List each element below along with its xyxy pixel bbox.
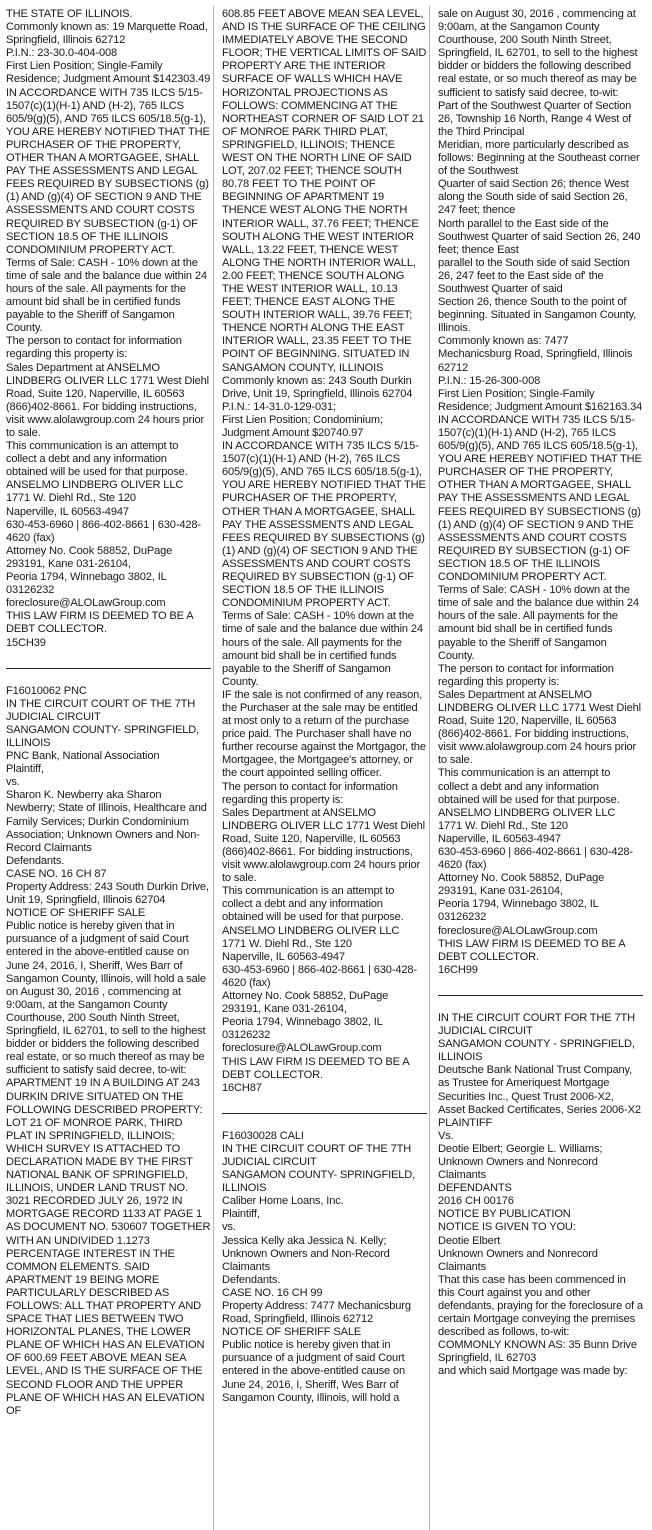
legal-notice: [438, 8, 643, 977]
notice-line: Peoria 1794, Winnebago 3802, IL 03126232: [6, 571, 167, 597]
notice-line: vs.: [222, 1221, 236, 1234]
notice-line: CASE NO. 16 CH 99: [222, 1286, 323, 1299]
column-2: [222, 8, 427, 1530]
notice-line: THIS LAW FIRM IS DEEMED TO BE A DEBT COLLECTOR.: [438, 937, 625, 963]
notice-line: Peoria 1794, Winnebago 3802, IL 03126232: [222, 1016, 383, 1042]
notice-line: NOTICE IS GIVEN TO YOU:: [438, 1221, 576, 1234]
notice-line: COMMONLY KNOWN AS: 35 Bunn Drive Springfield, IL 62703: [438, 1339, 637, 1365]
notice-line: The person to contact for information regarding this property is:: [222, 780, 398, 806]
notice-line: Property Address: 7477 Mechanicsburg Road, Springfield, Illinois 62712: [222, 1300, 411, 1326]
notice-line: foreclosure@ALOLawGroup.com: [438, 924, 598, 937]
legal-notice: [438, 1012, 643, 1379]
notice-line: 630-453-6960 | 866-402-8661 | 630-428-4620 (fax): [438, 846, 633, 872]
notice-line: Attorney No. Cook 58852, DuPage 293191, Kane 031-26104,: [222, 990, 389, 1016]
notice-line: P.I.N.: 14-31.0-129-031;: [222, 400, 336, 413]
notice-line: Commonly known as: 19 Marquette Road, Springfield, Illinois 62712: [6, 21, 208, 47]
notice-line: SANGAMON COUNTY- SPRINGFIELD, ILLINOIS: [222, 1169, 416, 1195]
notice-separator-rule: [222, 1113, 427, 1114]
notice-line: Quarter of said Section 26; thence West along the South side of said Section 26, 247 feet; thence: [438, 178, 629, 217]
column-divider: [213, 6, 214, 1530]
notice-line: 16CH99: [438, 963, 478, 976]
notice-line: First Lien Position; Condominium; Judgment Amount $20740.97: [222, 413, 383, 439]
notice-line: ANSELMO LINDBERG OLIVER LLC: [438, 806, 616, 819]
notice-line: 2016 CH 00176: [438, 1195, 514, 1208]
column-3: [438, 8, 643, 1530]
notice-line: THE STATE OF ILLINOIS.: [6, 8, 133, 20]
notice-line: Public notice is hereby given that in pursuance of a judgment of said Court entered in the above-entitled cause on June 24, 2016, I, Sheriff, Wes Barr of Sangamon County, Illinois, will hold a: [222, 1339, 406, 1404]
column-1: [6, 8, 211, 1530]
notice-line: parallel to the South side of said Section 26, 247 feet to the East side of' the Southwest Quarter of said: [438, 256, 630, 295]
notice-line: sale on August 30, 2016 , commencing at 9:00am, at the Sangamon County Courthouse, 200 South Ninth Street, Springfield, IL 62701, to sell to the highest bidder or bidders the following described real estate, or so much thereof as may be sufficient to satisfy said decree, to-wit:: [438, 8, 638, 99]
notice-line: Terms of Sale: CASH - 10% down at the time of sale and the balance due within 24 hours of the sale. All payments for the amount bid shall be in certified funds payable to the Sheriff of Sangamon County.: [222, 610, 423, 688]
notice-line: Unknown Owners and Nonrecord Claimants: [438, 1247, 598, 1273]
notice-line: PLAINTIFF: [438, 1116, 493, 1129]
notice-line: F16010062 PNC: [6, 684, 87, 697]
notice-line: SANGAMON COUNTY - SPRINGFIELD, ILLINOIS: [438, 1038, 635, 1064]
notice-line: 16CH87: [222, 1081, 262, 1094]
notice-separator-rule: [6, 668, 211, 669]
notice-line: NOTICE OF SHERIFF SALE: [6, 907, 146, 920]
notice-line: Section 26, thence South to the point of beginning. Situated in Sangamon County, Illinois.: [438, 296, 637, 335]
notice-line: IN ACCORDANCE WITH 735 ILCS 5/15-1507(c)(1)(H-1) AND (H-2), 765 ILCS 605/9(g)(5), AND 765 ILCS 605/18.5(g-1), YOU ARE HEREBY NOTIFIED THAT THE PURCHASER OF THE PROPERTY, OTHER THAN A MORTGAGEE, SHALL PAY THE ASSESSMENTS AND LEGAL FEES REQUIRED BY SUBSECTIONS (g)(1) AND (g)(4) OF SECTION 9 AND THE ASSESSMENTS AND COURT COSTS REQUIRED BY SUBSECTION (g-1) OF SECTION 18.5 OF THE ILLINOIS CONDOMINIUM PROPERTY ACT.: [438, 413, 642, 584]
notice-line: Meridian, more particularly described as follows: Beginning at the Southeast corner of the Southwest: [438, 138, 640, 178]
notice-separator-rule: [438, 995, 643, 996]
notice-line: 1771 W. Diehl Rd., Ste 120: [438, 819, 568, 832]
notice-line: Defendants.: [222, 1273, 281, 1286]
notice-line: Plaintiff,: [6, 763, 44, 776]
notice-line: IN ACCORDANCE WITH 735 ILCS 5/15-1507(c)(1)(H-1) AND (H-2), 765 ILCS 605/9(g)(5), AND 765 ILCS 605/18.5(g-1), YOU ARE HEREBY NOTIFIED THAT THE PURCHASER OF THE PROPERTY, OTHER THAN A MORTGAGEE, SHALL PAY THE ASSESSMENTS AND LEGAL FEES REQUIRED BY SUBSECTIONS (g)(1) AND (g)(4) OF SECTION 9 AND THE ASSESSMENTS AND COURT COSTS REQUIRED BY SUBSECTION (g-1) OF SECTION 18.5 OF THE ILLINOIS CONDOMINIUM PROPERTY ACT.: [6, 86, 210, 256]
notice-line: Deutsche Bank National Trust Company, as Trustee for Ameriquest Mortgage Securities Inc., Quest Trust 2006-X2, Asset Backed Certificates, Series 2006-X2: [438, 1064, 641, 1116]
notice-line: and which said Mortgage was made by:: [438, 1365, 628, 1378]
legal-notice: [222, 8, 427, 1095]
notice-line: That this case has been commenced in this Court against you and other defendants, praying for the foreclosure of a certain Mortgage conveying the premises described as follows, to-wit:: [438, 1273, 643, 1339]
notice-line: DEFENDANTS: [438, 1182, 512, 1195]
notice-line: SANGAMON COUNTY- SPRINGFIELD, ILLINOIS: [6, 723, 200, 749]
notice-line: 630-453-6960 | 866-402-8661 | 630-428-4620 (fax): [222, 963, 417, 989]
notice-line: 1771 W. Diehl Rd., Ste 120: [6, 492, 136, 505]
notice-line: Part of the Southwest Quarter of Section 26, Township 16 North, Range 4 West of the Third Principal: [438, 99, 632, 138]
notice-line: NOTICE OF SHERIFF SALE: [222, 1326, 362, 1339]
notice-line: This communication is an attempt to collect a debt and any information obtained will be used for that purpose.: [222, 885, 404, 924]
notice-line: foreclosure@ALOLawGroup.com: [6, 597, 166, 610]
notice-line: Attorney No. Cook 58852, DuPage 293191, Kane 031-26104,: [438, 872, 605, 898]
notice-line: This communication is an attempt to collect a debt and any information obtained will be used for that purpose.: [6, 440, 188, 479]
notice-line: P.I.N.: 23-30.0-404-008: [6, 47, 118, 60]
notice-line: THIS LAW FIRM IS DEEMED TO BE A DEBT COLLECTOR.: [6, 610, 193, 636]
notice-line: Naperville, IL 60563-4947: [438, 832, 561, 845]
notice-line: Sales Department at ANSELMO LINDBERG OLIVER LLC 1771 West Diehl Road, Suite 120, Naperville, IL 60563 (866)402-8661. For bidding instructions, visit www.alolawgroup.com 24 hours prior to sale.: [6, 361, 209, 439]
legal-notice: [6, 685, 211, 1418]
notice-line: 608.85 FEET ABOVE MEAN SEA LEVEL, AND IS THE SURFACE OF THE CEILING IMMEDIATELY ABOVE THE SECOND FLOOR; THE VERTICAL LIMITS OF SAID PROPERTY ARE THE INTERIOR SURFACE OF WALLS WHICH HAVE HORIZONTAL PROJECTIONS AS FOLLOWS: COMMENCING AT THE NORTHEAST CORNER OF SAID LOT 21 OF MONROE PARK THIRD PLAT, SPRINGFIELD, ILLINOIS; THENCE WEST ON THE NORTH LINE OF SAID LOT, 207.02 FEET; THENCE SOUTH 80.78 FEET TO THE POINT OF BEGINNING OF APARTMENT 19 THENCE WEST ALONG THE NORTH INTERIOR WALL, 37.76 FEET; THENCE SOUTH ALONG THE WEST INTERIOR WALL, 13.22 FEET, THENCE WEST ALONG THE NORTH INTERIOR WALL, 2.00 FEET; THENCE SOUTH ALONG THE WEST INTERIOR WALL, 10.13 FEET; THENCE EAST ALONG THE SOUTH INTERIOR WALL, 39.76 FEET; THENCE NORTH ALONG THE EAST INTERIOR WALL, 23.35 FEET TO THE POINT OF BEGINNING. SITUATED IN SANGAMON COUNTY, ILLINOIS: [222, 8, 427, 374]
notice-line: Deotie Elbert: [438, 1234, 501, 1247]
notice-line: vs.: [6, 776, 20, 789]
notice-line: Peoria 1794, Winnebago 3802, IL 03126232: [438, 898, 599, 924]
notice-line: Deotie Elbert; Georgie L. Williams; Unknown Owners and Nonrecord Claimants: [438, 1142, 603, 1182]
notice-line: Attorney No. Cook 58852, DuPage 293191, Kane 031-26104,: [6, 544, 173, 570]
notice-line: ANSELMO LINDBERG OLIVER LLC: [6, 479, 184, 492]
notice-line: ANSELMO LINDBERG OLIVER LLC: [222, 924, 400, 937]
notice-line: Terms of Sale: CASH - 10% down at the time of sale and the balance due within 24 hours of the sale. All payments for the amount bid shall be in certified funds payable to the Sheriff of Sangamon County.: [6, 256, 207, 335]
notice-line: Public notice is hereby given that in pursuance of a judgment of said Court entered in the above-entitled cause on June 24, 2016, I, Sheriff, Wes Barr of Sangamon County, Illinois, will hold a sale on August 30, 2016 , commencing at 9:00am, at the Sangamon County Courthouse, 200 South Ninth Street, Springfield, IL 62701, to sell to the highest bidder or bidders the following described real estate, or so much thereof as may be sufficient to satisfy said decree, to-wit:: [6, 920, 206, 1077]
notice-line: Property Address: 243 South Durkin Drive, Unit 19, Springfield, Illinois 62704: [6, 881, 209, 907]
notice-line: P.I.N.: 15-26-300-008: [438, 374, 541, 387]
notice-line: IN THE CIRCUIT COURT OF THE 7TH JUDICIAL CIRCUIT: [222, 1142, 412, 1168]
notice-line: Jessica Kelly aka Jessica N. Kelly; Unknown Owners and Non-Record Claimants: [222, 1234, 390, 1273]
notice-line: First Lien Position; Single-Family Residence; Judgment Amount $162163.34: [438, 387, 643, 413]
notice-line: Sales Department at ANSELMO LINDBERG OLIVER LLC 1771 West Diehl Road, Suite 120, Naperville, IL 60563 (866)402-8661. For bidding instructions, visit www.alolawgroup.com 24 hours prior to sale.: [438, 688, 641, 767]
notice-line: Defendants.: [6, 854, 65, 867]
notice-line: Sharon K. Newberry aka Sharon Newberry; State of Illinois, Healthcare and Family Services; Durkin Condominium Association; Unknown Owners and Non-Record Claimants: [6, 789, 207, 854]
column-divider: [429, 6, 430, 1530]
notice-line: First Lien Position; Single-Family Residence; Judgment Amount $142303.49: [6, 60, 211, 86]
notice-line: Naperville, IL 60563-4947: [6, 505, 129, 518]
notice-line: 15CH39: [6, 636, 46, 649]
notice-line: North parallel to the East side of the Southwest Quarter of said Section 26, 240 feet; thence East: [438, 217, 641, 256]
legal-notice: [6, 8, 211, 650]
notice-line: Terms of Sale: CASH - 10% down at the time of sale and the balance due within 24 hours of the sale. All payments for the amount bid shall be in certified funds payable to the Sheriff of Sangamon County.: [438, 584, 639, 662]
notice-line: Commonly known as: 7477 Mechanicsburg Road, Springfield, Illinois 62712: [438, 335, 633, 374]
notice-line: 1771 W. Diehl Rd., Ste 120: [222, 937, 352, 950]
notice-line: foreclosure@ALOLawGroup.com: [222, 1042, 382, 1055]
notice-line: IN ACCORDANCE WITH 735 ILCS 5/15-1507(c)(1)(H-1) AND (H-2), 765 ILCS 605/9(g)(5), AND 765 ILCS 605/18.5(g-1), YOU ARE HEREBY NOTIFIED THAT THE PURCHASER OF THE PROPERTY, OTHER THAN A MORTGAGEE, SHALL PAY THE ASSESSMENTS AND LEGAL FEES REQUIRED BY SUBSECTIONS (g)(1) AND (g)(4) OF SECTION 9 AND THE ASSESSMENTS AND COURT COSTS REQUIRED BY SUBSECTION (g-1) OF SECTION 18.5 OF THE ILLINOIS CONDOMINIUM PROPERTY ACT.: [222, 440, 426, 610]
notice-line: IN THE CIRCUIT COURT OF THE 7TH JUDICIAL CIRCUIT: [6, 697, 196, 723]
notice-line: Naperville, IL 60563-4947: [222, 950, 345, 963]
notice-line: PNC Bank, National Association: [6, 750, 160, 763]
notice-line: APARTMENT 19 IN A BUILDING AT 243 DURKIN DRIVE SITUATED ON THE FOLLOWING DESCRIBED PROPERTY: LOT 21 OF MONROE PARK, THIRD PLAT IN SPRINGFIELD, ILLINOIS; WHICH SURVEY IS ATTACHED TO DECLARATION MADE BY THE FIRST NATIONAL BANK OF SPRINGFIELD, ILLINOIS, UNDER LAND TRUST NO. 3021 RECORDED JULY 26, 1972 IN MORTGAGE RECORD 1133 AT PAGE 1 AS DOCUMENT NO. 530607 TOGETHER WITH AN UNDIVIDED 1.1273 PERCENTAGE INTEREST IN THE COMMON ELEMENTS. SAID APARTMENT 19 BEING MORE PARTICULARLY DESCRIBED AS FOLLOWS: ALL THAT PROPERTY AND SPACE THAT LIES BETWEEN TWO HORIZONTAL PLANES, THE LOWER PLANE OF WHICH HAS AN ELEVATION OF 600.69 FEET ABOVE MEAN SEA LEVEL, AND IS THE SURFACE OF THE SECOND FLOOR AND THE UPPER PLANE OF WHICH HAS AN ELEVATION OF: [6, 1077, 211, 1417]
notice-line: Plaintiff,: [222, 1208, 260, 1221]
notice-line: Commonly known as: 243 South Durkin Drive, Unit 19, Springfield, Illinois 62704: [222, 374, 413, 400]
legal-notice: [222, 1130, 427, 1405]
notice-line: Vs.: [438, 1129, 454, 1142]
notice-line: NOTICE BY PUBLICATION: [438, 1208, 571, 1221]
notice-line: THIS LAW FIRM IS DEEMED TO BE A DEBT COLLECTOR.: [222, 1055, 409, 1081]
notice-line: F16030028 CALI: [222, 1129, 304, 1142]
notice-line: IF the sale is not confirmed of any reason, the Purchaser at the sale may be entitled at most only to a return of the purchase price paid. The Purchaser shall have no further recourse against the Mortgagor, the Mortgagee, the Mortgagee's attorney, or the court appointed selling officer.: [222, 688, 426, 780]
notice-line: This communication is an attempt to collect a debt and any information obtained will be used for that purpose.: [438, 767, 620, 806]
notice-line: Sales Department at ANSELMO LINDBERG OLIVER LLC 1771 West Diehl Road, Suite 120, Naperville, IL 60563 (866)402-8661. For bidding instructions, visit www.alolawgroup.com 24 hours prior to sale.: [222, 806, 425, 885]
notice-line: The person to contact for information regarding this property is:: [438, 662, 614, 688]
notice-line: IN THE CIRCUIT COURT FOR THE 7TH JUDICIAL CIRCUIT: [438, 1011, 635, 1038]
notice-line: The person to contact for information regarding this property is:: [6, 335, 182, 361]
notice-line: 630-453-6960 | 866-402-8661 | 630-428-4620 (fax): [6, 518, 201, 544]
notice-line: CASE NO. 16 CH 87: [6, 867, 107, 880]
notice-line: Caliber Home Loans, Inc.: [222, 1195, 344, 1208]
